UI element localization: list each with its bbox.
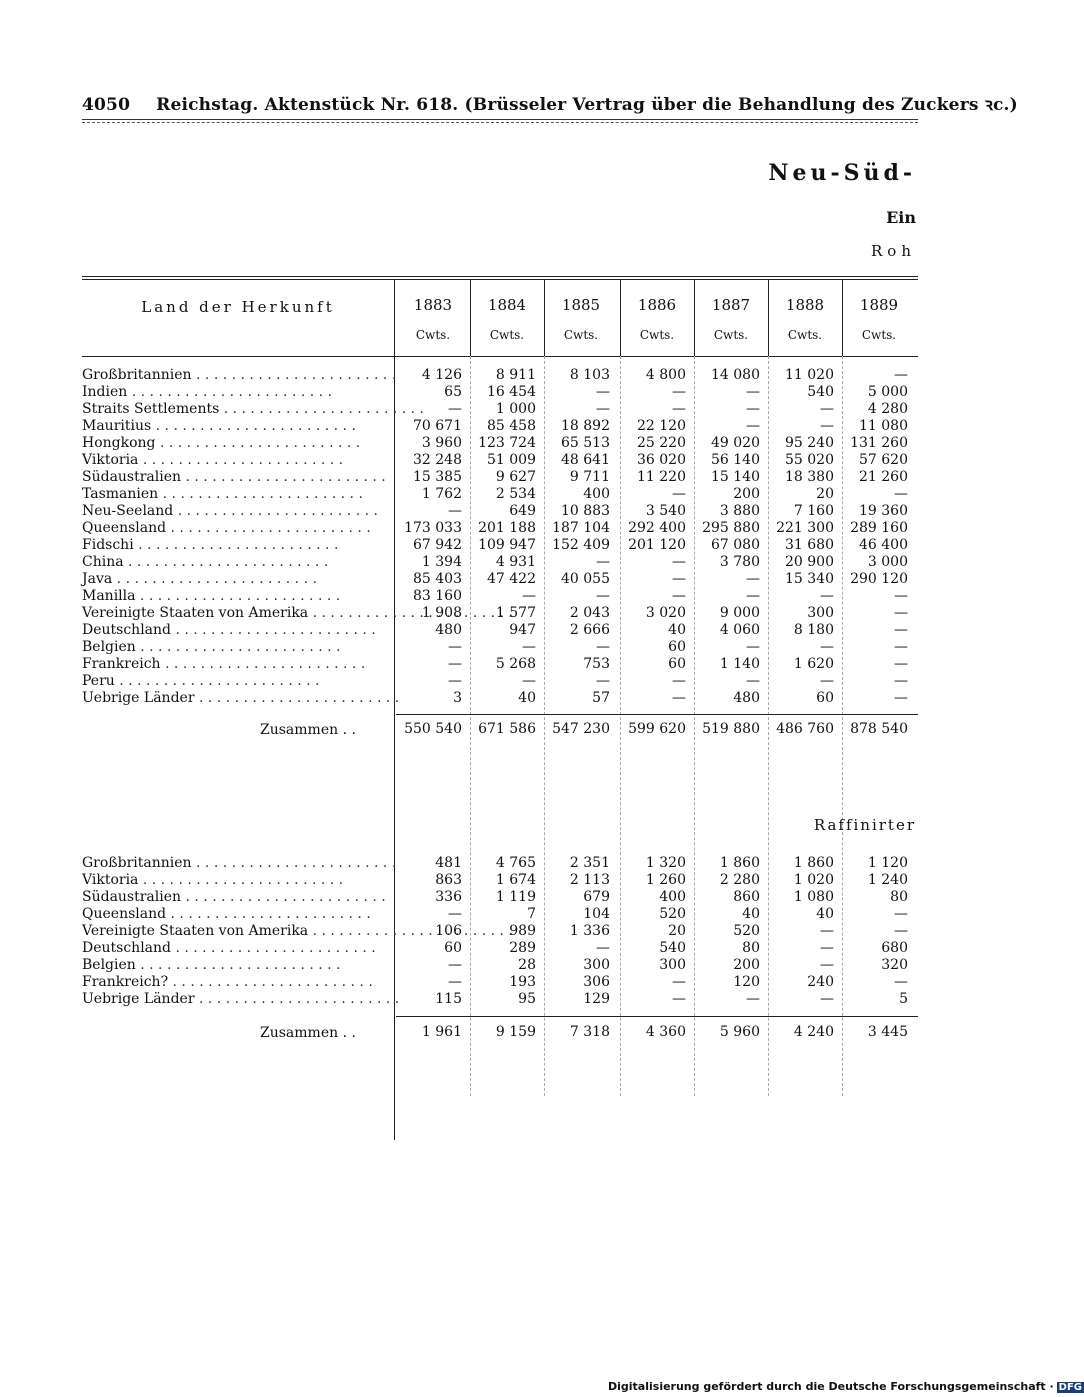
value-cell: 56 140: [711, 452, 760, 468]
page-number: 4050: [82, 95, 131, 115]
value-cell: —: [596, 588, 610, 604]
year-column-divider: [544, 280, 545, 356]
value-cell: 36 020: [637, 452, 686, 468]
value-cell: 120: [733, 974, 760, 990]
value-cell: 289 160: [850, 520, 908, 536]
value-cell: —: [448, 906, 462, 922]
value-cell: 4 800: [645, 367, 686, 383]
country-name: Vereinigte Staaten von Amerika . . .: [82, 923, 382, 940]
unit-label: Cwts.: [489, 328, 525, 342]
value-cell: —: [820, 923, 834, 939]
value-cell: 540: [659, 940, 686, 956]
value-cell: 20: [816, 486, 834, 502]
value-cell: —: [820, 991, 834, 1007]
country-name: Uebrige Länder . . .: [82, 991, 382, 1008]
country-name: Deutschland . . .: [82, 622, 382, 639]
value-cell: —: [894, 605, 908, 621]
value-cell: 680: [881, 940, 908, 956]
raw-total-cell: 519 880: [702, 721, 760, 737]
value-cell: 40: [668, 622, 686, 638]
value-cell: 1 120: [867, 855, 908, 871]
header-rule-dashed: [82, 122, 918, 123]
value-cell: —: [448, 974, 462, 990]
unit-label: Cwts.: [861, 328, 897, 342]
unit-label: Cwts.: [713, 328, 749, 342]
value-cell: 1 674: [495, 872, 536, 888]
value-cell: —: [894, 906, 908, 922]
value-cell: 3 540: [645, 503, 686, 519]
value-cell: 80: [890, 889, 908, 905]
country-name: Uebrige Länder . . .: [82, 690, 382, 707]
unit-label: Cwts.: [563, 328, 599, 342]
value-cell: 95: [518, 991, 536, 1007]
value-cell: 5: [899, 991, 908, 1007]
header-rule: [82, 119, 918, 120]
value-cell: 1 336: [569, 923, 610, 939]
refined-total-cell: 3 445: [867, 1024, 908, 1040]
value-cell: —: [672, 571, 686, 587]
value-cell: 679: [583, 889, 610, 905]
value-cell: 22 120: [637, 418, 686, 434]
value-cell: —: [894, 367, 908, 383]
value-cell: —: [448, 673, 462, 689]
refined-total-cell: 7 318: [569, 1024, 610, 1040]
country-name: Deutschland . . .: [82, 940, 382, 957]
value-cell: 95 240: [785, 435, 834, 451]
value-cell: 2 280: [719, 872, 760, 888]
value-cell: 240: [807, 974, 834, 990]
value-cell: 520: [659, 906, 686, 922]
value-cell: 85 458: [487, 418, 536, 434]
value-cell: 1 620: [793, 656, 834, 672]
value-cell: 60: [668, 639, 686, 655]
value-cell: 2 043: [569, 605, 610, 621]
year-header: 1888: [785, 296, 825, 314]
year-header: 1885: [561, 296, 601, 314]
origin-column-header: Land der Herkunft: [141, 298, 335, 316]
value-cell: —: [894, 690, 908, 706]
value-cell: 7: [527, 906, 536, 922]
raw-total-cell: 550 540: [404, 721, 462, 737]
value-cell: —: [672, 486, 686, 502]
value-cell: 4 126: [421, 367, 462, 383]
value-cell: —: [894, 588, 908, 604]
value-cell: —: [596, 401, 610, 417]
value-cell: 290 120: [850, 571, 908, 587]
value-cell: 193: [509, 974, 536, 990]
value-cell: 28: [518, 957, 536, 973]
value-cell: 15 340: [785, 571, 834, 587]
refined-total-label: Zusammen . .: [260, 1025, 356, 1041]
table-header-rule: [82, 356, 918, 357]
value-cell: —: [894, 639, 908, 655]
value-cell: 289: [509, 940, 536, 956]
value-cell: —: [746, 384, 760, 400]
section-title: Neu-Süd-: [768, 160, 916, 186]
value-cell: —: [746, 571, 760, 587]
value-cell: —: [894, 486, 908, 502]
value-cell: 8 911: [495, 367, 536, 383]
value-cell: —: [894, 622, 908, 638]
footer-text: Digitalisierung gefördert durch die Deutsche Forschungsgemeinschaft ·: [608, 1380, 1054, 1393]
value-cell: 9 627: [495, 469, 536, 485]
section-subsubtitle: Roh: [871, 242, 916, 260]
value-cell: 131 260: [850, 435, 908, 451]
value-cell: —: [672, 554, 686, 570]
value-cell: —: [522, 673, 536, 689]
value-cell: 4 060: [719, 622, 760, 638]
value-cell: 480: [435, 622, 462, 638]
value-cell: 19 360: [859, 503, 908, 519]
value-cell: 5 000: [867, 384, 908, 400]
value-cell: 85 403: [413, 571, 462, 587]
value-cell: 3 780: [719, 554, 760, 570]
value-cell: 11 020: [785, 367, 834, 383]
value-cell: —: [672, 384, 686, 400]
value-cell: —: [522, 639, 536, 655]
value-cell: —: [746, 418, 760, 434]
value-cell: —: [746, 673, 760, 689]
value-cell: —: [672, 690, 686, 706]
raw-total-cell: 599 620: [628, 721, 686, 737]
value-cell: 3 880: [719, 503, 760, 519]
country-name: Frankreich . . .: [82, 656, 382, 673]
value-cell: 173 033: [404, 520, 462, 536]
country-name: Queensland . . .: [82, 906, 382, 923]
value-cell: 1 119: [495, 889, 536, 905]
value-cell: 60: [444, 940, 462, 956]
value-cell: 152 409: [552, 537, 610, 553]
country-name: Indien . . .: [82, 384, 382, 401]
value-cell: 221 300: [776, 520, 834, 536]
value-cell: 20 900: [785, 554, 834, 570]
value-cell: —: [596, 384, 610, 400]
table-top-rule: [82, 276, 918, 277]
value-cell: 40: [518, 690, 536, 706]
value-cell: 25 220: [637, 435, 686, 451]
value-cell: 2 534: [495, 486, 536, 502]
value-cell: 649: [509, 503, 536, 519]
value-cell: 5 268: [495, 656, 536, 672]
value-cell: 21 260: [859, 469, 908, 485]
country-name: Neu-Seeland . . .: [82, 503, 382, 520]
value-cell: 60: [668, 656, 686, 672]
country-name: Viktoria . . .: [82, 452, 382, 469]
value-cell: 67 080: [711, 537, 760, 553]
refined-total-cell: 5 960: [719, 1024, 760, 1040]
unit-label: Cwts.: [787, 328, 823, 342]
value-cell: 9 000: [719, 605, 760, 621]
country-name: Tasmanien . . .: [82, 486, 382, 503]
value-cell: 11 080: [859, 418, 908, 434]
refined-section-title: Raffinirter: [813, 816, 916, 834]
value-cell: 1 000: [495, 401, 536, 417]
value-cell: 1 860: [719, 855, 760, 871]
year-column-divider: [768, 280, 769, 356]
value-cell: 104: [583, 906, 610, 922]
value-cell: 540: [807, 384, 834, 400]
value-cell: 3: [453, 690, 462, 706]
value-cell: 15 140: [711, 469, 760, 485]
value-cell: 863: [435, 872, 462, 888]
value-cell: 187 104: [552, 520, 610, 536]
value-cell: 32 248: [413, 452, 462, 468]
value-cell: 7 160: [793, 503, 834, 519]
footer-credit: [608, 1380, 1084, 1393]
value-cell: 2 666: [569, 622, 610, 638]
value-cell: —: [596, 673, 610, 689]
year-column-divider: [694, 280, 695, 356]
year-header: 1884: [487, 296, 527, 314]
value-cell: —: [820, 957, 834, 973]
value-cell: 57 620: [859, 452, 908, 468]
value-cell: —: [672, 974, 686, 990]
value-cell: 1 577: [495, 605, 536, 621]
value-cell: 2 351: [569, 855, 610, 871]
value-cell: 201 120: [628, 537, 686, 553]
value-cell: 4 765: [495, 855, 536, 871]
value-cell: 1 080: [793, 889, 834, 905]
year-header: 1886: [637, 296, 677, 314]
value-cell: 1 394: [421, 554, 462, 570]
value-cell: 31 680: [785, 537, 834, 553]
value-cell: 947: [509, 622, 536, 638]
value-cell: —: [820, 418, 834, 434]
country-name: Straits Settlements . . .: [82, 401, 382, 418]
year-header: 1887: [711, 296, 751, 314]
country-name: Manilla . . .: [82, 588, 382, 605]
raw-total-cell: 486 760: [776, 721, 834, 737]
value-cell: 300: [659, 957, 686, 973]
country-name: Vereinigte Staaten von Amerika . . .: [82, 605, 382, 622]
year-column-divider: [470, 280, 471, 356]
refined-total-rule: [396, 1016, 918, 1017]
value-cell: 989: [509, 923, 536, 939]
value-cell: 1 908: [421, 605, 462, 621]
value-cell: —: [820, 588, 834, 604]
value-cell: 48 641: [561, 452, 610, 468]
value-cell: —: [672, 991, 686, 1007]
value-cell: 1 020: [793, 872, 834, 888]
value-cell: —: [672, 588, 686, 604]
value-cell: 860: [733, 889, 760, 905]
country-name: Frankreich? . . .: [82, 974, 382, 991]
value-cell: —: [596, 639, 610, 655]
country-name: Queensland . . .: [82, 520, 382, 537]
value-cell: 201 188: [478, 520, 536, 536]
value-cell: 480: [733, 690, 760, 706]
value-cell: —: [746, 991, 760, 1007]
value-cell: 4 280: [867, 401, 908, 417]
value-cell: —: [596, 940, 610, 956]
value-cell: 15 385: [413, 469, 462, 485]
value-cell: 65: [444, 384, 462, 400]
value-cell: 1 320: [645, 855, 686, 871]
value-cell: —: [820, 673, 834, 689]
value-cell: 47 422: [487, 571, 536, 587]
value-cell: 9 711: [569, 469, 610, 485]
value-cell: 200: [733, 486, 760, 502]
unit-label: Cwts.: [415, 328, 451, 342]
value-cell: 65 513: [561, 435, 610, 451]
raw-total-cell: 547 230: [552, 721, 610, 737]
value-cell: 1 860: [793, 855, 834, 871]
value-cell: —: [448, 639, 462, 655]
value-cell: 49 020: [711, 435, 760, 451]
country-name: Fidschi . . .: [82, 537, 382, 554]
running-header: [82, 92, 1018, 115]
value-cell: 14 080: [711, 367, 760, 383]
value-cell: 18 380: [785, 469, 834, 485]
value-cell: 400: [659, 889, 686, 905]
value-cell: 336: [435, 889, 462, 905]
value-cell: 67 942: [413, 537, 462, 553]
refined-total-cell: 9 159: [495, 1024, 536, 1040]
value-cell: —: [448, 957, 462, 973]
value-cell: 40: [816, 906, 834, 922]
raw-total-label: Zusammen . .: [260, 722, 356, 738]
country-name: Großbritannien . . .: [82, 855, 382, 872]
value-cell: 129: [583, 991, 610, 1007]
value-cell: 300: [807, 605, 834, 621]
raw-total-cell: 878 540: [850, 721, 908, 737]
value-cell: —: [894, 656, 908, 672]
value-cell: 1 140: [719, 656, 760, 672]
value-cell: —: [894, 974, 908, 990]
value-cell: 83 160: [413, 588, 462, 604]
value-cell: 40 055: [561, 571, 610, 587]
year-column-divider: [842, 280, 843, 356]
value-cell: 57: [592, 690, 610, 706]
value-cell: 109 947: [478, 537, 536, 553]
year-column-divider: [620, 280, 621, 356]
value-cell: —: [820, 940, 834, 956]
value-cell: 10 883: [561, 503, 610, 519]
country-name: Viktoria . . .: [82, 872, 382, 889]
running-title: Reichstag. Aktenstück Nr. 618. (Brüsseler Vertrag über die Behandlung des Zuckers ꝛc.): [156, 95, 1018, 115]
value-cell: 55 020: [785, 452, 834, 468]
value-cell: 70 671: [413, 418, 462, 434]
value-cell: 200: [733, 957, 760, 973]
value-cell: 51 009: [487, 452, 536, 468]
value-cell: 292 400: [628, 520, 686, 536]
value-cell: 16 454: [487, 384, 536, 400]
country-name: Peru . . .: [82, 673, 382, 690]
value-cell: —: [522, 588, 536, 604]
year-header: 1889: [859, 296, 899, 314]
value-cell: 1 762: [421, 486, 462, 502]
value-cell: 4 931: [495, 554, 536, 570]
value-cell: 320: [881, 957, 908, 973]
value-cell: —: [894, 673, 908, 689]
value-cell: —: [746, 401, 760, 417]
refined-total-cell: 4 240: [793, 1024, 834, 1040]
country-name: Südaustralien . . .: [82, 469, 382, 486]
dfg-logo: DFG: [1058, 1382, 1083, 1393]
value-cell: —: [448, 656, 462, 672]
value-cell: —: [596, 554, 610, 570]
value-cell: 295 880: [702, 520, 760, 536]
value-cell: 106: [435, 923, 462, 939]
country-name: Belgien . . .: [82, 639, 382, 656]
country-name: Java . . .: [82, 571, 382, 588]
value-cell: —: [746, 639, 760, 655]
value-cell: 306: [583, 974, 610, 990]
unit-label: Cwts.: [639, 328, 675, 342]
value-cell: —: [894, 923, 908, 939]
value-cell: 123 724: [478, 435, 536, 451]
country-name: Belgien . . .: [82, 957, 382, 974]
country-name: Südaustralien . . .: [82, 889, 382, 906]
value-cell: 18 892: [561, 418, 610, 434]
year-header: 1883: [413, 296, 453, 314]
value-cell: 8 180: [793, 622, 834, 638]
value-cell: 8 103: [569, 367, 610, 383]
value-cell: 753: [583, 656, 610, 672]
value-cell: 1 240: [867, 872, 908, 888]
value-cell: 80: [742, 940, 760, 956]
country-name: Großbritannien . . .: [82, 367, 382, 384]
value-cell: 60: [816, 690, 834, 706]
country-name: Mauritius . . .: [82, 418, 382, 435]
value-cell: —: [820, 639, 834, 655]
value-cell: 300: [583, 957, 610, 973]
country-name: China . . .: [82, 554, 382, 571]
value-cell: 520: [733, 923, 760, 939]
country-name: Hongkong . . .: [82, 435, 382, 452]
value-cell: 481: [435, 855, 462, 871]
raw-total-cell: 671 586: [478, 721, 536, 737]
value-cell: 11 220: [637, 469, 686, 485]
value-cell: —: [448, 503, 462, 519]
value-cell: —: [672, 673, 686, 689]
value-cell: —: [672, 401, 686, 417]
table-top-rule-2: [82, 279, 918, 280]
value-cell: 115: [435, 991, 462, 1007]
value-cell: 40: [742, 906, 760, 922]
value-cell: —: [746, 588, 760, 604]
value-cell: 3 020: [645, 605, 686, 621]
value-cell: —: [820, 401, 834, 417]
refined-total-cell: 4 360: [645, 1024, 686, 1040]
value-cell: 46 400: [859, 537, 908, 553]
raw-total-rule: [396, 714, 918, 715]
value-cell: 20: [668, 923, 686, 939]
value-cell: 3 960: [421, 435, 462, 451]
value-cell: 3 000: [867, 554, 908, 570]
value-cell: 2 113: [569, 872, 610, 888]
section-subtitle: Ein: [886, 208, 916, 227]
value-cell: 400: [583, 486, 610, 502]
value-cell: —: [448, 401, 462, 417]
refined-total-cell: 1 961: [421, 1024, 462, 1040]
value-cell: 1 260: [645, 872, 686, 888]
